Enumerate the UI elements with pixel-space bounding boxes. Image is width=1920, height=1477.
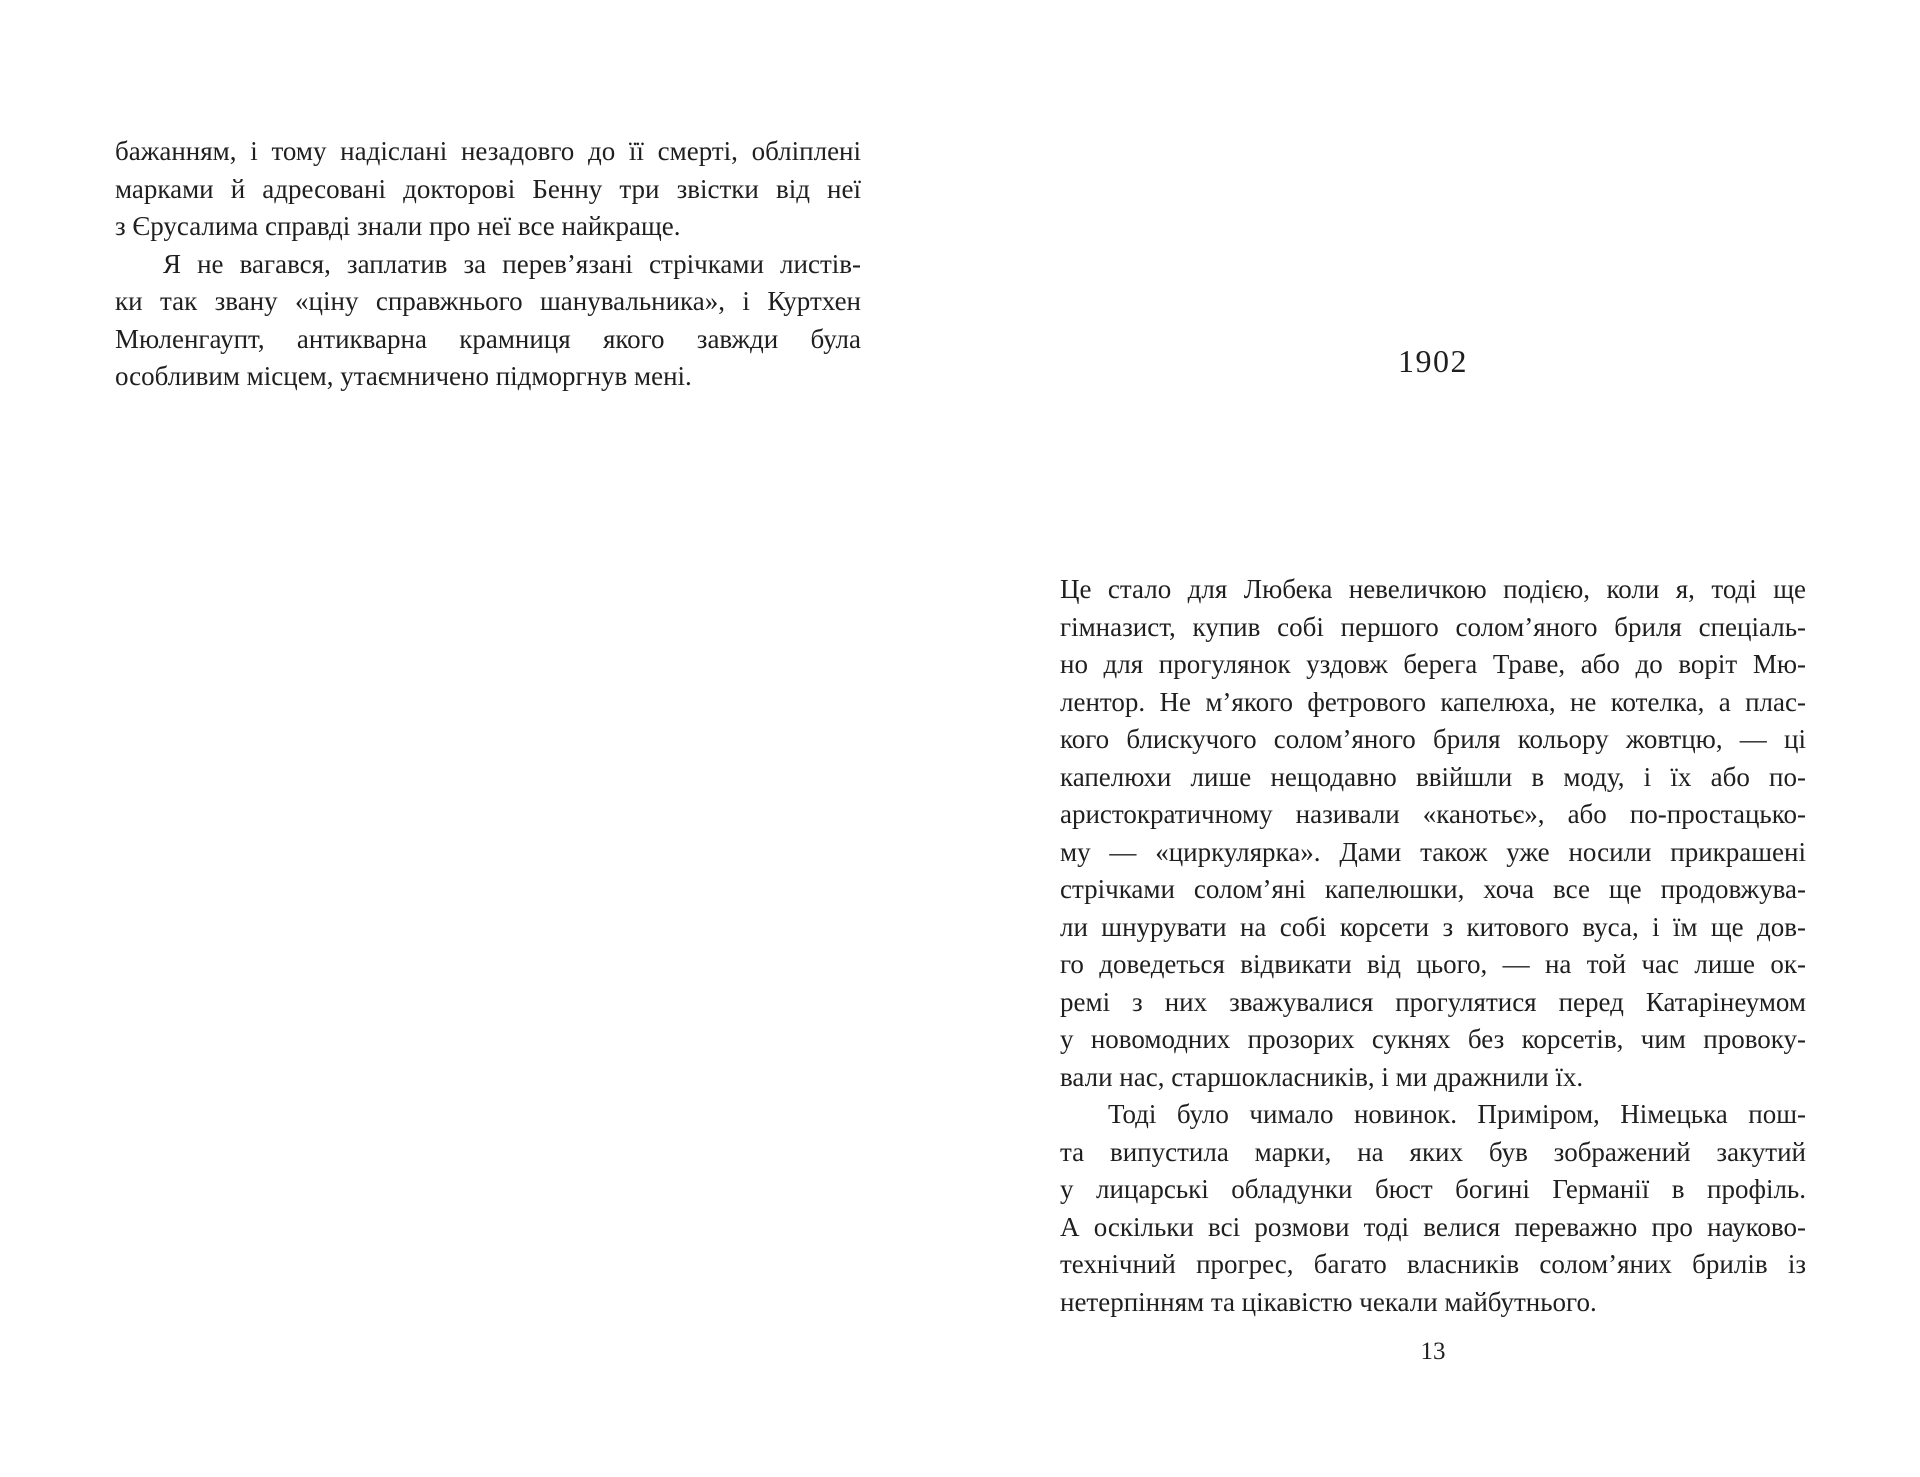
text-line: Тоді було чимало новинок. Приміром, Німецька пош- <box>1108 1099 1806 1129</box>
text-line: го доведеться відвикати від цього, — на той час лише ок- <box>1060 949 1806 979</box>
text-line: марками й адресовані докторові Бенну три звістки від неї <box>115 173 861 204</box>
page-number: 13 <box>1420 1338 1446 1365</box>
text-line: аристократичному називали «канотьє», або по-простацько- <box>1060 799 1806 829</box>
text-line: Я не вагався, заплатив за перев’язані стрічками листів- <box>163 248 861 279</box>
text-line: капелюхи лише нещодавно ввійшли в моду, і їх або по- <box>1060 761 1806 792</box>
text-line: нетерпінням та цікавістю чекали майбутнього. <box>1060 1286 1597 1317</box>
chapter-heading: 1902 <box>1398 343 1468 379</box>
text-line: кого блискучого солом’яного бриля кольору жовтцю, — ці <box>1060 724 1806 754</box>
text-line: стрічками солом’яні капелюшки, хоча все ще продовжува- <box>1060 874 1806 904</box>
right-page-text <box>1060 571 1806 1321</box>
text-line: А оскільки всі розмови тоді велися переважно про науково- <box>1060 1211 1806 1242</box>
text-line: ли шнурувати на собі корсети з китового вуса, і їм ще дов- <box>1060 911 1806 942</box>
text-line: у лицарські обладунки бюст богині Германії в профіль. <box>1060 1174 1806 1204</box>
text-line: та випустила марки, на яких був зображений закутий <box>1060 1136 1806 1167</box>
left-page-text <box>115 133 861 396</box>
text-line: лентор. Не м’якого фетрового капелюха, не котелка, а плас- <box>1060 686 1806 717</box>
text-line: но для прогулянок уздовж берега Траве, або до воріт Мю- <box>1060 649 1806 679</box>
text-line: з Єрусалима справді знали про неї все найкраще. <box>115 211 681 241</box>
text-line: бажанням, і тому надіслані незадовго до її смерті, обліплені <box>115 136 861 166</box>
text-line: му — «циркулярка». Дами також уже носили прикрашені <box>1060 836 1806 867</box>
text-line: у новомодних прозорих сукнях без корсетів, чим провоку- <box>1060 1024 1806 1054</box>
text-line: вали нас, старшокласників, і ми дражнили їх. <box>1060 1061 1584 1092</box>
text-line: Це стало для Любека невеличкою подією, коли я, тоді ще <box>1060 574 1806 604</box>
text-line: технічний прогрес, багато власників солом’яних брилів із <box>1060 1249 1806 1279</box>
text-line: Мюленгаупт, антикварна крамниця якого завжди була <box>115 323 861 354</box>
text-line: ки так звану «ціну справжнього шанувальника», і Куртхен <box>115 286 861 316</box>
text-line: ремі з них зважувалися прогулятися перед Катарінеумом <box>1060 986 1806 1017</box>
text-line: гімназист, купив собі першого солом’яного бриля спеціаль- <box>1060 611 1806 642</box>
text-line: особливим місцем, утаємничено підморгнув мені. <box>115 361 692 391</box>
